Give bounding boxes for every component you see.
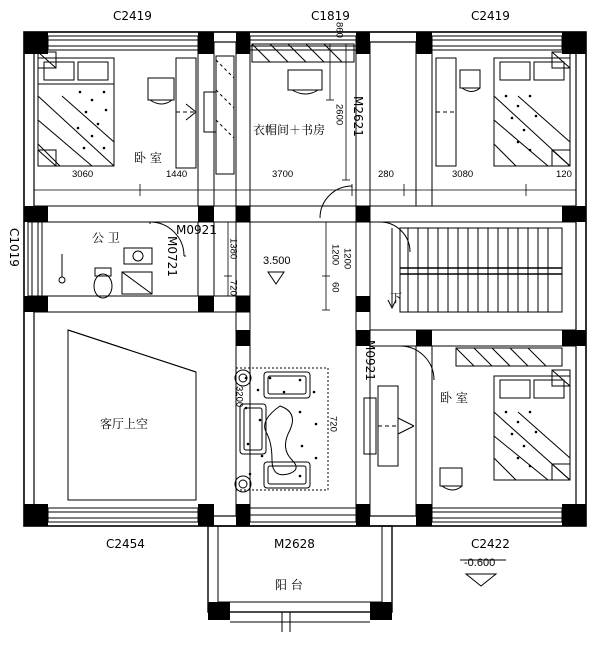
- room-label-cloakroom-study: 衣帽间＋书房: [253, 123, 326, 137]
- window-label-c2419-right: C2419: [471, 9, 510, 23]
- door-label-m0721: M0721: [165, 236, 179, 277]
- dim-label-3200: 3200: [233, 386, 245, 408]
- door-label-m0921-right: M0921: [363, 340, 377, 381]
- door-label-m2621: M2621: [351, 96, 365, 137]
- window-label-c2454-bottom: C2454: [106, 537, 145, 551]
- dim-label-1200-a: 1200: [329, 244, 341, 266]
- dim-label-3060: 3060: [72, 169, 94, 180]
- window-label-c2419-left: C2419: [113, 9, 152, 23]
- dim-label-120: 120: [556, 169, 572, 180]
- door-label-m2628: M2628: [274, 537, 315, 551]
- room-label-bedroom-top-left: 卧 室: [134, 151, 162, 165]
- window-label-c1019-left: C1019: [7, 228, 21, 267]
- dim-label-720: 720: [227, 280, 239, 296]
- dim-label-720-b: 720: [327, 416, 339, 432]
- dim-label-1380: 1380: [227, 238, 239, 260]
- level-mark-balcony: -0.600: [464, 557, 496, 569]
- window-label-c1819-top: C1819: [311, 9, 350, 23]
- room-label-public-bath: 公 卫: [92, 231, 120, 245]
- dim-label-1440: 1440: [166, 169, 188, 180]
- room-label-bedroom-bottom-right: 卧 室: [440, 391, 468, 405]
- dim-label-280: 280: [378, 169, 394, 180]
- dim-label-3700: 3700: [272, 169, 294, 180]
- dim-label-1200-b: 1200: [341, 248, 353, 270]
- dim-label-860: 860: [333, 22, 345, 38]
- window-label-c2422-bottom: C2422: [471, 537, 510, 551]
- dim-label-60: 60: [329, 282, 341, 293]
- stair-direction-label: 下: [390, 291, 403, 305]
- level-mark-interior: 3.500: [263, 255, 291, 267]
- room-label-living-void: 客厅上空: [100, 417, 149, 431]
- dim-label-2600: 2600: [333, 104, 345, 126]
- door-label-m0921-left: M0921: [176, 223, 217, 237]
- room-label-balcony: 阳 台: [275, 578, 303, 592]
- dim-label-3080: 3080: [452, 169, 474, 180]
